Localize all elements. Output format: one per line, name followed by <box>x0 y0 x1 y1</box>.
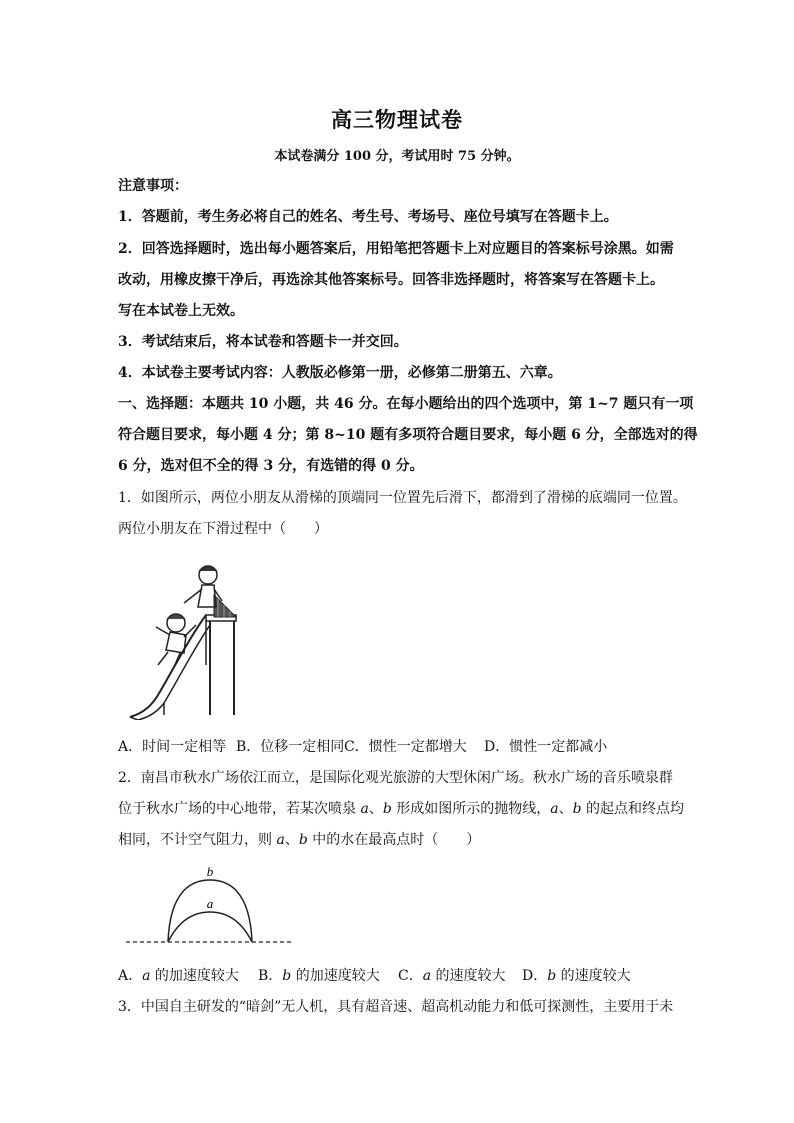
q2-opt-prefix: D． <box>522 968 548 984</box>
note-line: 改动，用橡皮擦干净后，再选涂其他答案标号。回答非选择题时，将答案写在答题卡上。 <box>118 272 664 288</box>
var-b: b <box>572 801 582 817</box>
q2-text: 位于秋水广场的中心地带，若某次喷泉 <box>118 801 361 817</box>
var-a: a <box>422 968 432 984</box>
q2-opt-text: 的加速度较大 <box>150 968 239 984</box>
var-a: a <box>550 801 559 817</box>
q2-text: 、 <box>558 801 573 817</box>
section-intro-line: 一、选择题：本题共 10 小题，共 46 分。在每小题给出的四个选项中，第 1~7 题只有一项 <box>118 396 694 412</box>
note-line: 写在本试卷上无效。 <box>118 303 244 319</box>
question-2-stem <box>118 799 684 819</box>
q2-text: 相同，不计空气阻力，则 <box>118 832 277 848</box>
var-a: a <box>142 968 151 984</box>
note-line: 1．答题前，考生务必将自己的姓名、考生号、考场号、座位号填写在答题卡上。 <box>118 209 618 225</box>
q1-option-b: B．位移一定相同 <box>236 739 345 755</box>
q2-option-b <box>258 966 380 986</box>
var-b: b <box>547 968 557 984</box>
parabola-label-a: a <box>206 896 214 911</box>
var-a: a <box>360 801 369 817</box>
question-3-stem: 3．中国自主研发的“暗剑”无人机，具有超音速、超高机动能力和低可探测性，主要用于未 <box>118 999 674 1015</box>
q2-option-d <box>522 966 631 986</box>
q2-option-c <box>398 966 506 986</box>
q2-text: 、 <box>368 801 383 817</box>
q1-option-d: D．惯性一定都减小 <box>484 739 608 755</box>
note-line: 4．本试卷主要考试内容：人教版必修第一册，必修第二册第五、六章。 <box>118 365 562 381</box>
question-2-stem <box>118 830 480 850</box>
q1-option-c: C．惯性一定都增大 <box>344 739 467 755</box>
page-subtitle: 本试卷满分 100 分，考试用时 75 分钟。 <box>274 149 520 164</box>
question-2-stem: 2．南昌市秋水广场依江而立，是国际化观光旅游的大型休闲广场。秋水广场的音乐喷泉群 <box>118 770 673 786</box>
section-intro-line: 6 分，选对但不全的得 3 分，有选错的得 0 分。 <box>118 458 424 474</box>
q2-opt-text: 的速度较大 <box>431 968 506 984</box>
section-intro-line: 符合题目要求，每小题 4 分；第 8~10 题有多项符合题目要求，每小题 6 分，全部选对的得 <box>118 427 698 443</box>
q2-opt-prefix: B． <box>258 968 283 984</box>
q2-text: 形成如图所示的抛物线， <box>391 801 551 817</box>
q2-opt-text: 的加速度较大 <box>291 968 380 984</box>
note-line: 3．考试结束后，将本试卷和答题卡一并交回。 <box>118 334 408 350</box>
q2-text: 的起点和终点均 <box>581 801 685 817</box>
q2-option-a <box>118 966 239 986</box>
question-1-stem: 两位小朋友在下滑过程中（ ） <box>118 521 328 537</box>
note-line: 2．回答选择题时，选出每小题答案后，用铅笔把答题卡上对应题目的答案标号涂黑。如需 <box>118 241 674 257</box>
question-1-stem: 1．如图所示，两位小朋友从滑梯的顶端同一位置先后滑下，都滑到了滑梯的底端同一位置。 <box>118 490 687 506</box>
q2-opt-prefix: A． <box>118 968 143 984</box>
var-b: b <box>382 801 392 817</box>
parabola-label-b: b <box>206 864 214 879</box>
var-b: b <box>298 832 308 848</box>
q2-text: 中的水在最高点时（ ） <box>307 832 481 848</box>
notes-heading: 注意事项： <box>118 178 188 194</box>
q2-opt-text: 的速度较大 <box>556 968 631 984</box>
fountain-figure <box>118 860 298 950</box>
slide-figure <box>118 555 258 720</box>
q2-text: 、 <box>284 832 299 848</box>
q2-opt-prefix: C． <box>398 968 423 984</box>
var-b: b <box>282 968 292 984</box>
page-title: 高三物理试卷 <box>331 107 463 132</box>
q1-option-a: A．时间一定相等 <box>118 739 227 755</box>
var-a: a <box>276 832 285 848</box>
